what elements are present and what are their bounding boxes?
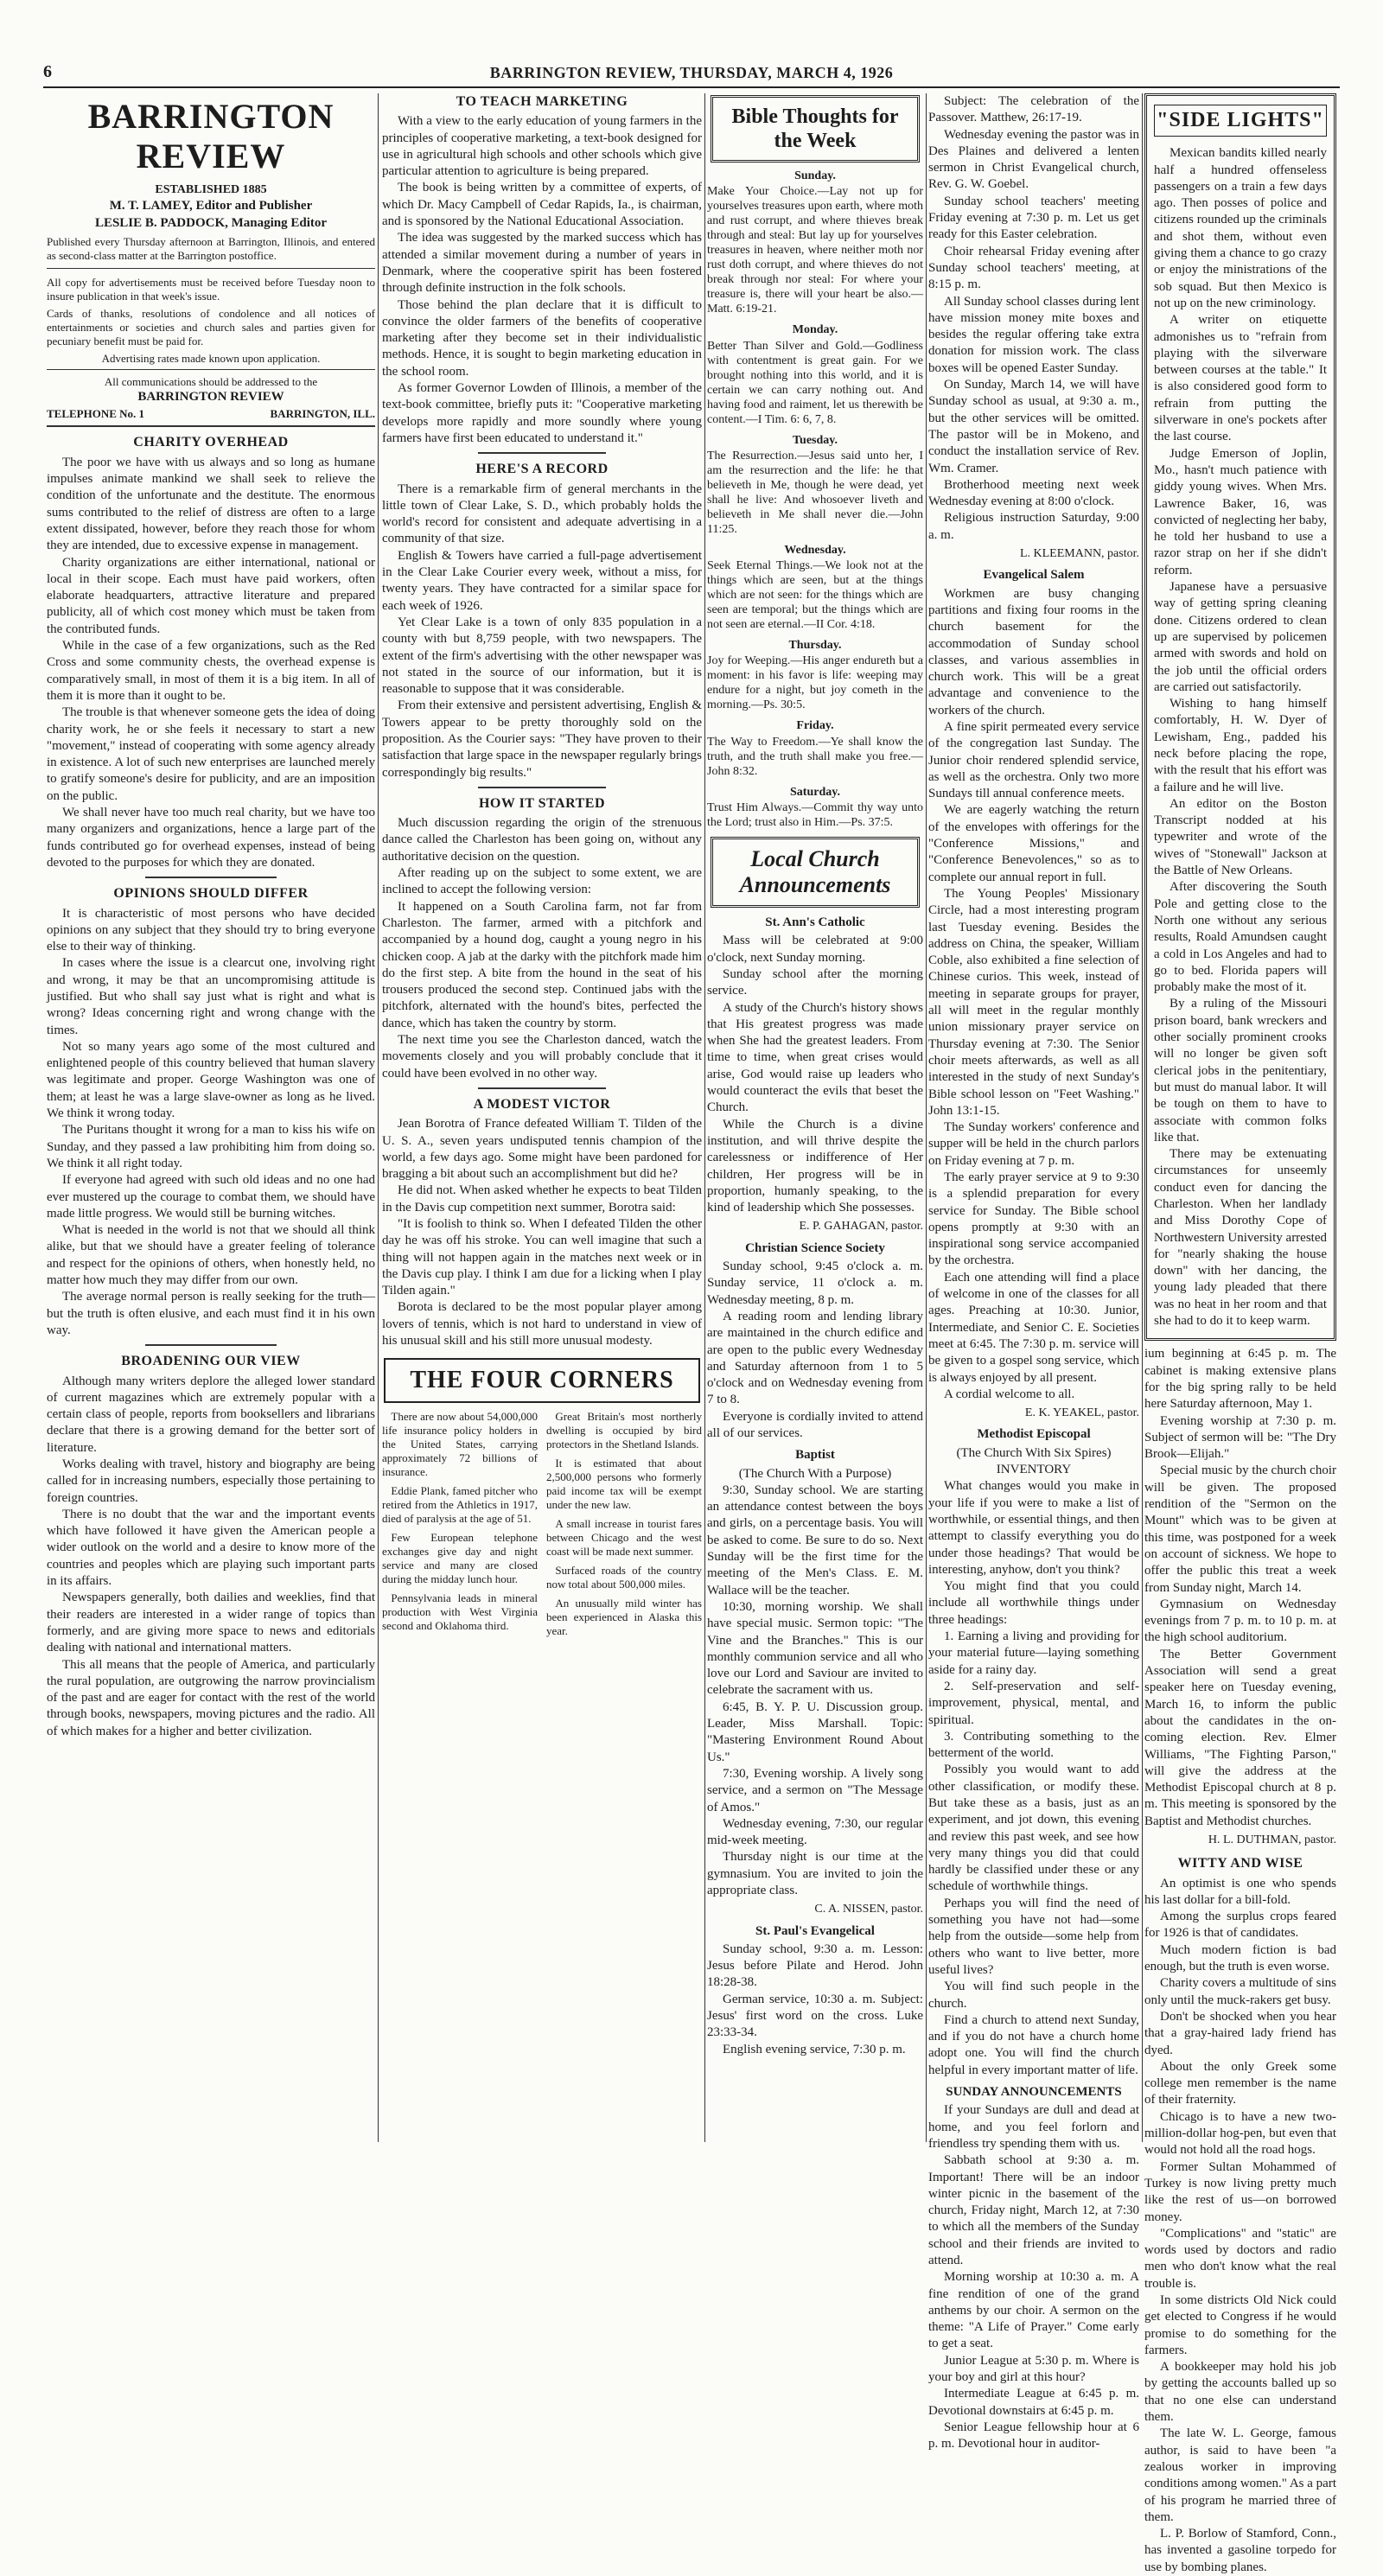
news-item: An unusually mild winter has been experienced in Alaska this year. (546, 1596, 702, 1637)
article-paragraph: It happened on a South Carolina farm, not far from Charleston. The farmer, armed with a pitchfork and accompanied by a hound dog, caught a young negro in his chicken coop. A jab at the darky with the pitchfork made him do the first step. A bite from the hound in the seat of his trousers produced the second step. Continued jabs with the pitchfork, alternated with the hound's bites, perfected the dance, which has taken the country by storm. (382, 899, 702, 1030)
article-paragraph: Wednesday evening, 7:30, our regular mid-week meeting. (707, 1816, 923, 1848)
article-paragraph: The Puritans thought it wrong for a man to kiss his wife on Sunday, and they passed a law prohibiting him from doing so. We think it all right today. (47, 1123, 375, 1170)
article-paragraph: L. P. Borlow of Stamford, Conn., has invented a gasoline torpedo for use by bombing planes. (1144, 2527, 1336, 2574)
article-paragraph: 2. Self-preservation and self-improvement, physical, mental, and spiritual. (928, 1679, 1139, 1727)
pastor-signature: L. KLEEMANN, pastor. (1019, 547, 1139, 561)
article-paragraph: A fine spirit permeated every service of the congregation last Sunday. The Junior choir rendered splendid service, as well as the orchestra. Only two more Sundays till annual conference meets. (928, 719, 1139, 801)
article-paragraph: In some districts Old Nick could get elected to Congress if he would promise to do something for the farmers. (1144, 2293, 1336, 2357)
article-paragraph: 7:30, Evening worship. A lively song service, and a sermon on "The Message of Amos." (707, 1766, 923, 1814)
article-paragraph: "Complications" and "static" are words used by doctors and radio men who don't know what the real trouble is. (1144, 2226, 1336, 2291)
article-paragraph: About the only Greek some college men remember is the name of their fraternity. (1144, 2059, 1336, 2107)
day-label: Thursday. (788, 639, 842, 653)
section-subtitle: INVENTORY (996, 1463, 1072, 1477)
masthead-published-note: Published every Thursday afternoon at Barrington, Illinois, and entered as second-class matter at the Barrington postoffice. (47, 234, 375, 262)
article-paragraph: Thursday night is our time at the gymnasium. You are invited to join the appropriate class. (707, 1850, 923, 1897)
article-paragraph: Senior League fellowship hour at 6 p. m. Devotional hour in auditor- (928, 2420, 1139, 2452)
article-paragraph: 9:30, Sunday school. We are starting an attendance contest between the boys and girls, on a percentage basis. You will be asked to come. Be sure to do so. Next Sunday will be the first time for the meeting of the Men's Class. E. M. Wallace will be the teacher. (707, 1482, 923, 1597)
bible-thoughts-box (711, 95, 920, 163)
masthead-address-note: All communications should be addressed to the (104, 374, 318, 388)
article-paragraph: If your Sundays are dull and dead at home, and you feel forlorn and friendless try spending them with us. (928, 2103, 1139, 2151)
page-header (43, 61, 1340, 88)
article-title: WITTY AND WISE (1177, 1856, 1303, 1871)
masthead-address-name: BARRINGTON REVIEW (137, 389, 284, 404)
article-paragraph: Japanese have a persuasive way of getting spring cleaning done. Citizens ordered to clean up are supervised by policemen armed with swords and hold on the job until the official orders are carried out satisfactorily. (1154, 580, 1327, 694)
day-label: Wednesday. (784, 543, 846, 557)
news-item: Surfaced roads of the country now total about 500,000 miles. (546, 1563, 702, 1591)
column-rule (926, 93, 927, 2142)
verse-text: Better Than Silver and Gold.—Godliness with contentment is great gain. For we brought nothing into this world, and it is certain we can carry nothing out. And having food and raiment, let us therewith be content.—I Tim. 6: 6, 7, 8. (707, 339, 923, 426)
article-title: HERE'S A RECORD (475, 462, 609, 477)
article-paragraph: On Sunday, March 14, we will have Sunday school as usual, at 9:30 a. m., but the other services will be omitted. The pastor will be in Mokeno, and conduct the installation service of Rev. Wm. Cramer. (928, 378, 1139, 475)
article-paragraph: Yet Clear Lake is a town of only 835 population in a county with but 8,759 people, with two newspapers. The extent of the firm's advertising with the other newspaper was not stated in the source of our information, but it is reasonable to suppose that it was considerable. (382, 615, 702, 697)
column-2 (382, 93, 702, 2142)
article-paragraph: There is no doubt that the war and the important events which have followed it have given the American people a wider outlook on the world and a desire to know more of the countries and peoples which are playing such important parts in its affairs. (47, 1507, 375, 1589)
day-label: Monday. (792, 323, 838, 337)
article-paragraph: The Better Government Association will send a great speaker here on Tuesday evening, March 16, to inform the public about the candidates in the on-coming election. Rev. Elmer Williams, "The Fighting Parson," will give the address at the Methodist Episcopal church at 8 p. m. This meeting is sponsored by the Baptist and Methodist churches. (1144, 1647, 1336, 1828)
article-paragraph: You will find such people in the church. (928, 1980, 1139, 2011)
article-paragraph: Sunday school after the morning service. (707, 966, 923, 998)
four-corners-heading: THE FOUR CORNERS (384, 1358, 700, 1402)
divider (145, 877, 277, 878)
pastor-signature: C. A. NISSEN, pastor. (814, 1903, 923, 1916)
column-3 (707, 93, 923, 2142)
article-paragraph: The late W. L. George, famous author, is said to have been "a zealous worker in improving conditions among women." As a part of his program he married three of them. (1144, 2426, 1336, 2524)
article-paragraph: By a ruling of the Missouri prison board, bank wreckers and other socially prominent crooks will no longer be given soft clerical jobs in the penitentiary, but must do manual labor. It will be tough on them to have to associate with common folks like that. (1154, 997, 1327, 1145)
news-item: Great Britain's most northerly dwelling is occupied by bird protectors in the Shetland Islands. (546, 1409, 702, 1451)
section-title: SUNDAY ANNOUNCEMENTS (946, 2085, 1122, 2100)
article-paragraph: Borota is declared to be the most popular player among lovers of tennis, which is not hard to understand in view of his unusual skill and his still more unusual modesty. (382, 1300, 702, 1349)
article-paragraph: Morning worship at 10:30 a. m. A fine rendition of one of the grand anthems by our choir. A sermon on the theme: "A Life of Prayer." Come early to get a seat. (928, 2270, 1139, 2351)
article-paragraph: Wednesday evening the pastor was in Des Plaines and delivered a lenten sermon in Christ Evangelical church, Rev. G. W. Goebel. (928, 127, 1139, 192)
article-paragraph: Sunday school teachers' meeting Friday evening at 7:30 p. m. Let us get ready for this Easter celebration. (928, 194, 1139, 242)
article-paragraph: From their extensive and persistent advertising, English & Towers appear to be pretty thoroughly sold on the proposition. As the Courier says: "They have proven to their satisfaction that large space in the newspaper regularly brings correspondingly big results." (382, 698, 702, 780)
masthead-managing-editor: LESLIE B. PADDOCK, Managing Editor (94, 215, 328, 230)
article-paragraph: English & Towers have carried a full-page advertisement in the Clear Lake Courier every week, without a miss, for twenty years. They have contracted for a similar space for each week of 1926. (382, 548, 702, 613)
article-paragraph: Junior League at 5:30 p. m. Where is your boy and girl at this hour? (928, 2353, 1139, 2385)
article-paragraph: Chicago is to have a new two-million-dollar hog-pen, but even that would not hold all the road hogs. (1144, 2109, 1336, 2158)
article-paragraph: Each one attending will find a place of welcome in one of the classes for all ages. Preaching at 10:30. Junior, Intermediate, and Senior C. E. Societies meet at 6:45. The 7:30 p. m. service will be given to a gospel song service, which is always enjoyed by all present. (928, 1270, 1139, 1385)
article-paragraph: The idea was suggested by the marked success which has attended a similar movement during a number of years in Denmark, where the cooperative spirit has been fostered through definite instruction in the folk schools. (382, 231, 702, 296)
article-paragraph: Sabbath school at 9:30 a. m. Important! There will be an indoor winter picnic in the basement of the church, Friday night, March 12, at 7:30 to which all the members of the Sunday school and their friends are invited to attend. (928, 2153, 1139, 2267)
column-rule (1142, 93, 1143, 2142)
verse-text: Seek Eternal Things.—We look not at the things which are seen, but at the things which are not seen: for the things which are seen are temporal; but the things which are not seen are eternal.—II Cor. 4:18. (707, 559, 923, 632)
article-paragraph: The early prayer service at 9 to 9:30 is a splendid preparation for every service for Sunday. The Bible school opens promptly at 9:30 with an inspirational song service accompanied by the orchestra. (928, 1170, 1139, 1268)
masthead-notices (47, 268, 375, 370)
article-paragraph: If everyone had agreed with such old ideas and no one had ever mustered up the courage to combat them, we should have made little progress. We would still be burning witches. (47, 1173, 375, 1221)
church-motto: (The Church With Six Spires) (956, 1445, 1112, 1460)
article-paragraph: Charity covers a multitude of sins only until the muck-rakers get busy. (1144, 1976, 1336, 2007)
column-1 (47, 93, 375, 2142)
side-lights-box (1144, 93, 1336, 1341)
church-name: St. Paul's Evangelical (755, 1923, 875, 1938)
article-paragraph: Newspapers generally, both dailies and weeklies, find that their readers are interested in a wider range of topics than formerly, and are giving more space to news and editorials dealing with national and international matters. (47, 1591, 375, 1655)
article-paragraph: Religious instruction Saturday, 9:00 a. m. (928, 511, 1139, 542)
column-rule (704, 93, 705, 2142)
pastor-signature: H. L. DUTHMAN, pastor. (1208, 1833, 1336, 1846)
article-title: BROADENING OUR VIEW (121, 1354, 301, 1369)
article-paragraph: Those behind the plan declare that it is difficult to convince the older farmers of the benefits of cooperative marketing after they become set in their individualistic methods. Hence, it is sought to begin marketing education in the school room. (382, 297, 702, 379)
news-item: It is estimated that about 2,500,000 persons who formerly paid income tax will be exempt under the new law. (546, 1456, 702, 1511)
verse-text: The Resurrection.—Jesus said unto her, I am the resurrection and the life: he that believeth in Me, though he were dead, yet shall he live: And whosoever liveth and believeth in Me shall never die.—John 11:25. (707, 449, 923, 536)
pastor-signature: E. K. YEAKEL, pastor. (1024, 1406, 1139, 1420)
masthead-rates-note: Advertising rates made known upon application. (101, 351, 321, 365)
article-paragraph: Choir rehearsal Friday evening after Sunday school teachers' meeting, at 8:15 p. m. (928, 244, 1139, 292)
four-corners-items (382, 1410, 702, 1643)
page-number: 6 (43, 62, 52, 81)
article-paragraph: Much discussion regarding the origin of the strenuous dance called the Charleston has been going on, without any authoritative decision on the question. (382, 816, 702, 864)
article-paragraph: Find a church to attend next Sunday, and if you do not have a church home adopt one. You will find the church helpful in every important matter of life. (928, 2012, 1139, 2077)
side-lights-title: "SIDE LIGHTS" (1154, 105, 1327, 137)
divider (478, 1087, 606, 1089)
article-paragraph: This all means that the people of America, and particularly the rural population, are outgrowing the narrow provincialism of the past and are eager for contact with the rest of the world through books, newspapers, moving pictures and the radio. All of which makes for a higher and better civilization. (47, 1657, 375, 1738)
day-label: Saturday. (790, 785, 840, 799)
column-4 (928, 93, 1139, 2452)
article-paragraph: Not so many years ago some of the most cultured and enlightened people of this country believed that human slavery was legitimate and proper. George Washington was one of them; at least he was a large slave-owner as long as he lived. We think it wrong today. (47, 1039, 375, 1121)
article-paragraph: There may be extenuating circumstances for unseemly conduct even for dancing the Charleston. When her landlady and Miss Dorothy Cope of Northwestern University arrested for "nearly shaking the house down" with her dancing, the young lady pleaded that there was no heat in her room and that she had to do it to keep warm. (1154, 1147, 1327, 1329)
article-paragraph: An optimist is one who spends his last dollar for a bill-fold. (1144, 1876, 1336, 1907)
article-paragraph: Mass will be celebrated at 9:00 o'clock, next Sunday morning. (707, 934, 923, 965)
article-title: OPINIONS SHOULD DIFFER (113, 886, 309, 902)
masthead-city: BARRINGTON, ILL. (270, 407, 375, 421)
news-item: There are now about 54,000,000 life insurance policy holders in the United States, carrying approximately 72 billions of insurance. (382, 1409, 538, 1478)
church-name: Baptist (795, 1448, 835, 1463)
day-label: Tuesday. (792, 433, 838, 447)
article-paragraph: The Sunday workers' conference and supper will be held in the church parlors on Friday evening at 7 p. m. (928, 1120, 1139, 1168)
article-paragraph: With a view to the early education of young farmers in the principles of cooperative marketing, a text-book designed for use in agricultural high schools and other schools which give particular attention to agriculture is being prepared. (382, 114, 702, 179)
four-corners-left (382, 1410, 538, 1643)
article-paragraph: 6:45, B. Y. P. U. Discussion group. Leader, Miss Marshall. Topic: "Mastering Environment Round About Us." (707, 1699, 923, 1764)
article-paragraph: It is characteristic of most persons who have decided opinions on any subject that they should try to bring everyone else to their way of thinking. (47, 906, 375, 954)
article-paragraph: The poor we have with us always and so long as humane impulses animate mankind we shall seek to relieve the condition of the unfortunate and the destitute. The enormous sums contributed to the relief of distress are often to a large extent dissipated, however, before they reach those for whom they are intended, due to excessive expense in management. (47, 455, 375, 553)
article-paragraph: Evening worship at 7:30 p. m. Subject of sermon will be: "The Dry Brook—Elijah." (1144, 1413, 1336, 1462)
article-paragraph: Possibly you would want to add other classification, or modify these. But take these as a basis, just as an experiment, and jot down, this evening and review this past week, and see how very many things you did that could hardly be classified under these or any schedule of worthwhile things. (928, 1763, 1139, 1894)
divider (478, 452, 606, 454)
masthead-contact-row (47, 405, 375, 427)
article-paragraph: Although many writers deplore the alleged lower standard of current magazines which are extremely popular with a certain class of people, reports from booksellers and librarians declare that there is a growing demand for the better sort of literature. (47, 1374, 375, 1455)
masthead-telephone: TELEPHONE No. 1 (47, 407, 145, 421)
masthead-copy-note: All copy for advertisements must be received before Tuesday noon to insure publication in that week's issue. (47, 275, 375, 303)
article-paragraph: You might find that you could include all worthwhile things under three headings: (928, 1579, 1139, 1627)
article-paragraph: Brotherhood meeting next week Wednesday evening at 8:00 o'clock. (928, 477, 1139, 509)
article-paragraph: After discovering the South Pole and getting close to the North one without any serious results, Roald Amundsen caught a cold in Los Angeles and had to go to bed. Florida papers will probably make the most of it. (1154, 880, 1327, 995)
four-corners-right (546, 1410, 702, 1643)
day-label: Sunday. (794, 169, 836, 182)
bible-thoughts-title: Bible Thoughts for the Week (731, 105, 899, 152)
article-title: TO TEACH MARKETING (456, 94, 628, 109)
article-paragraph: Works dealing with travel, history and biography are being called for in increasing numbers, especially those pertaining to foreign countries. (47, 1457, 375, 1505)
article-paragraph: While the Church is a divine institution, and will thrive despite the carelessness or indifference of Her children, Her progress will be in proportion, humanly speaking, to the kind of leadership which She possesses. (707, 1117, 923, 1215)
church-motto: (The Church With a Purpose) (738, 1466, 892, 1481)
article-paragraph: A bookkeeper may hold his job by getting the accounts balled up so that no one else can understand them. (1144, 2360, 1336, 2425)
article-paragraph: The next time you see the Charleston danced, watch the movements closely and you will probably conclude that it could have been evolved in no other way. (382, 1033, 702, 1081)
article-paragraph: "It is foolish to think so. When I defeated Tilden the other day he was off his stroke. You can well imagine that such a thing will not happen again in the matches next week or in the Davis cup play. I think I am due for a licking when I play Tilden again." (382, 1217, 702, 1298)
article-paragraph: Sunday school, 9:30 a. m. Lesson: Jesus before Pilate and Herod. John 18:28-38. (707, 1942, 923, 1990)
article-title: A MODEST VICTOR (473, 1096, 611, 1112)
article-paragraph: Don't be shocked when you hear that a gray-haired lady friend has dyed. (1144, 2009, 1336, 2057)
article-paragraph: In cases where the issue is a clearcut one, involving right and wrong, it may be that an uncompromising attitude is justified. But who shall say just what is right and what is wrong? Ideas concerning right and wrong change with the times. (47, 956, 375, 1037)
verse-text: Make Your Choice.—Lay not up for yourselves treasures upon earth, where moth and rust corrupt, and where thieves break through and steal: But lay up for yourselves treasures in heaven, where neither moth nor rust doth corrupt, and where thieves do not break through nor steal: For where your treasure is, there will your heart be also.—Matt. 6:19-21. (707, 185, 923, 316)
article-paragraph: There is a remarkable firm of general merchants in the little town of Clear Lake, S. D., which probably holds the world's record for consistent and adequate advertising in a community of that size. (382, 481, 702, 546)
divider (145, 1344, 277, 1346)
article-paragraph: The Young Peoples' Missionary Circle, had a most interesting program last Tuesday evening. Besides the address on China, the speaker, William Coble, also exhibited a fine selection of Chinese curios. This week, instead of meeting in separate groups for prayer, all will meet in the regular monthly union missionary prayer service on Thursday evening at 7:30. The Senior choir meets afterwards, as well as all interested in the study of next Sunday's Bible school lesson on "Feet Washing." John 13:1-15. (928, 886, 1139, 1118)
masthead-title: BARRINGTON REVIEW (87, 97, 335, 175)
church-name: Christian Science Society (745, 1240, 885, 1255)
article-paragraph: Former Sultan Mohammed of Turkey is now living pretty much like the rest of us—on borrowed money. (1144, 2159, 1336, 2224)
running-title: BARRINGTON REVIEW, THURSDAY, MARCH 4, 1926 (489, 64, 894, 81)
article-paragraph: Judge Emerson of Joplin, Mo., hasn't much patience with giddy young wives. When Mrs. Lawrence Baker, 16, was convicted of neglecting her baby, he told her husband to use a razor strap on her if she didn't reform. (1154, 446, 1327, 577)
masthead-cards-note: Cards of thanks, resolutions of condolence and all notices of entertainments or societies and church sales and parties given for pecuniary benefit must be paid for. (47, 306, 375, 348)
column-5 (1144, 93, 1336, 2574)
article-paragraph: Intermediate League at 6:45 p. m. Devotional downstairs at 6:45 p. m. (928, 2387, 1139, 2418)
article-paragraph: We are eagerly watching the return of the envelopes with offerings for the "Conference Missions," and "Conference Benevolences," so as to complete our annual report in full. (928, 803, 1139, 884)
article-paragraph: Subject: The celebration of the Passover. Matthew, 26:17-19. (928, 94, 1139, 125)
article-paragraph: Much modern fiction is bad enough, but the truth is even worse. (1144, 1942, 1336, 1974)
article-paragraph: He did not. When asked whether he expects to beat Tilden in the Davis cup competition next summer, Borotra said: (382, 1183, 702, 1215)
article-paragraph: We shall never have too much real charity, but we have too many organizers and organizations, hence a large part of the funds contributed go for overhead expenses, instead of being devoted to the purposes for which they are donated. (47, 806, 375, 870)
article-paragraph: A reading room and lending library are maintained in the church edifice and are open to the public every Wednesday and Saturday afternoon from 1 to 5 o'clock and on Wednesday evening from 7 to 8. (707, 1309, 923, 1407)
verse-text: Joy for Weeping.—His anger endureth but a moment: in his favor is life: weeping may endure for a night, but joy cometh in the morning.—Ps. 30:5. (707, 654, 923, 712)
article-paragraph: 1. Earning a living and providing for your material future—laying something aside for a rainy day. (928, 1629, 1139, 1677)
article-paragraph: Special music by the church choir will be given. The proposed rendition of the "Sermon on the Mount" which was to be given at this time, was postponed for a week on account of sickness. We hope to offer the public this treat a week from Sunday night, March 14. (1144, 1463, 1336, 1595)
church-name: Evangelical Salem (983, 568, 1085, 583)
article-paragraph: What changes would you make in your life if you were to make a list of worthwhile, or essential things, and then attempt to classify everything you do under those headings? That would be interesting, anyhow, don't you think? (928, 1479, 1139, 1577)
article-paragraph: All Sunday school classes during lent have mission money mite boxes and besides the regular offering take extra donation for mission work. The class boxes will be opened Easter Sunday. (928, 294, 1139, 375)
day-label: Friday. (796, 719, 834, 733)
article-paragraph: Sunday school, 9:45 o'clock a. m. Sunday service, 11 o'clock a. m. Wednesday meeting, 8 p. m. (707, 1259, 923, 1307)
article-paragraph: After reading up on the subject to some extent, we are inclined to accept the following version: (382, 866, 702, 897)
news-item: A small increase in tourist fares between Chicago and the west coast will be made next summer. (546, 1516, 702, 1558)
church-name: Methodist Episcopal (977, 1427, 1091, 1442)
article-paragraph: Perhaps you will find the need of something you have not had—some help from the outside—some help from others who want to live better, more useful lives? (928, 1896, 1139, 1977)
article-paragraph: Jean Borotra of France defeated William T. Tilden of the U. S. A., seven years undisputed tennis champion of the world, a few days ago. Some might have been pardoned for bragging a bit about such an accomplishment but did he? (382, 1117, 702, 1182)
article-paragraph: The average normal person is really seeking for the truth—but the truth is often elusive, and each must find it in his own way. (47, 1290, 375, 1337)
article-paragraph: Workmen are busy changing partitions and fixing four rooms in the church basement for the accommodation of Sunday school classes, and various assemblies in church work. This will be a great advantage and convenience to the workers of the church. (928, 586, 1139, 717)
masthead-editor: M. T. LAMEY, Editor and Publisher (109, 199, 313, 214)
article-paragraph: 10:30, morning worship. We shall have special music. Sermon topic: "The Vine and the Branches." This is our monthly communion service and all who love our Lord and Saviour are invited to celebrate the sacrament with us. (707, 1599, 923, 1698)
article-paragraph: A writer on etiquette admonishes us to "refrain from playing with the silverware between courses at the table." It is also considered good form to refrain from putting the silverware in one's pockets after the last course. (1154, 313, 1327, 444)
article-paragraph: Wishing to hang himself comfortably, H. W. Dyer of Lewisham, Eng., padded his neck before placing the rope, with the result that his effort was a failure and he will live. (1154, 697, 1327, 794)
article-paragraph: English evening service, 7:30 p. m. (723, 2042, 906, 2056)
local-church-announcements-box (711, 837, 920, 908)
news-item: Pennsylvania leads in mineral production with West Virginia second and Oklahoma third. (382, 1591, 538, 1632)
article-paragraph: An editor on the Boston Transcript nodded at his typewriter and wrote of the wives of "Stonewall" Jackson at the Battle of New Orleans. (1154, 796, 1327, 878)
article-paragraph: 3. Contributing something to the betterment of the world. (928, 1729, 1139, 1761)
news-item: Few European telephone exchanges give day and night service and many are closed during the midday lunch hour. (382, 1530, 538, 1585)
article-paragraph: A study of the Church's history shows that His greatest progress was made when She had the greatest leaders. From time to time, when great crises would arise, God would raise up leaders who would counteract the evils that beset the Church. (707, 1000, 923, 1115)
article-paragraph: Among the surplus crops feared for 1926 is that of candidates. (1144, 1910, 1336, 1941)
article-paragraph: Mexican bandits killed nearly half a hundred offenseless passengers on a train a few days ago. Then posses of police and citizens rounded up the criminals and shot them, without even giving them a chance to go crazy or enjoy the ministrations of the sob squad. But then Mexico is not up on the new criminology. (1154, 146, 1327, 310)
article-paragraph: The book is being written by a committee of experts, of which Dr. Macy Campbell of Cedar Rapids, Ia., is chairman, and is sponsored by the National Educational Association. (382, 181, 702, 229)
verse-text: The Way to Freedom.—Ye shall know the truth, and the truth shall make you free.—John 8:32. (707, 735, 923, 778)
article-paragraph: The trouble is that whenever someone gets the idea of doing charity work, he or she feels it necessary to start a new "movement," instead of cooperating with some agency already in existence. A lot of such new enterprises are launched merely to gratify someone's desire for publicity, and are an imposition on the public. (47, 705, 375, 803)
article-paragraph: As former Governor Lowden of Illinois, a member of the text-book committee, briefly puts it: "Cooperative marketing develops more rapidly and more soundly where young farmers have first been educated to understand it." (382, 381, 702, 445)
verse-text: Trust Him Always.—Commit thy way unto the Lord; trust also in Him.—Ps. 37:5. (707, 801, 923, 830)
article-paragraph: German service, 10:30 a. m. Subject: Jesus' first word on the cross. Luke 23:33-34. (707, 1992, 923, 2040)
column-rule (378, 93, 379, 2142)
article-paragraph: Gymnasium on Wednesday evenings from 7 p. m. to 10 p. m. at the high school auditorium. (1144, 1597, 1336, 1645)
church-name: St. Ann's Catholic (765, 915, 865, 930)
article-paragraph: Everyone is cordially invited to attend all of our services. (707, 1409, 923, 1440)
article-paragraph: ium beginning at 6:45 p. m. The cabinet is making extensive plans for the big spring rally to be held here Saturday afternoon, May 1. (1144, 1347, 1336, 1412)
article-paragraph: What is needed in the world is not that we should all think alike, but that we should have a greater feeling of tolerance and respect for the opinions of others, when honestly held, no matter how much they may differ from our own. (47, 1223, 375, 1288)
masthead-established: ESTABLISHED 1885 (155, 183, 267, 196)
article-title: CHARITY OVERHEAD (133, 435, 289, 450)
divider (478, 787, 606, 788)
article-paragraph: A cordial welcome to all. (944, 1387, 1075, 1401)
local-church-title: Local Church Announcements (739, 846, 891, 898)
article-paragraph: While in the case of a few organizations, such as the Red Cross and some community chests, the overhead expense is comparatively small, in most of them it is a big item. In all of them it is more than it ought to be. (47, 639, 375, 703)
news-item: Eddie Plank, famed pitcher who retired from the Athletics in 1917, died of paralysis at the age of 51. (382, 1483, 538, 1525)
article-paragraph: Charity organizations are either international, national or local in their scope. Each must have paid workers, often elaborate headquarters, attractive literature and prepared publicity, all of which cost money which must be taken from the contributed funds. (47, 555, 375, 636)
article-title: HOW IT STARTED (478, 795, 606, 811)
pastor-signature: E. P. GAHAGAN, pastor. (799, 1220, 923, 1234)
